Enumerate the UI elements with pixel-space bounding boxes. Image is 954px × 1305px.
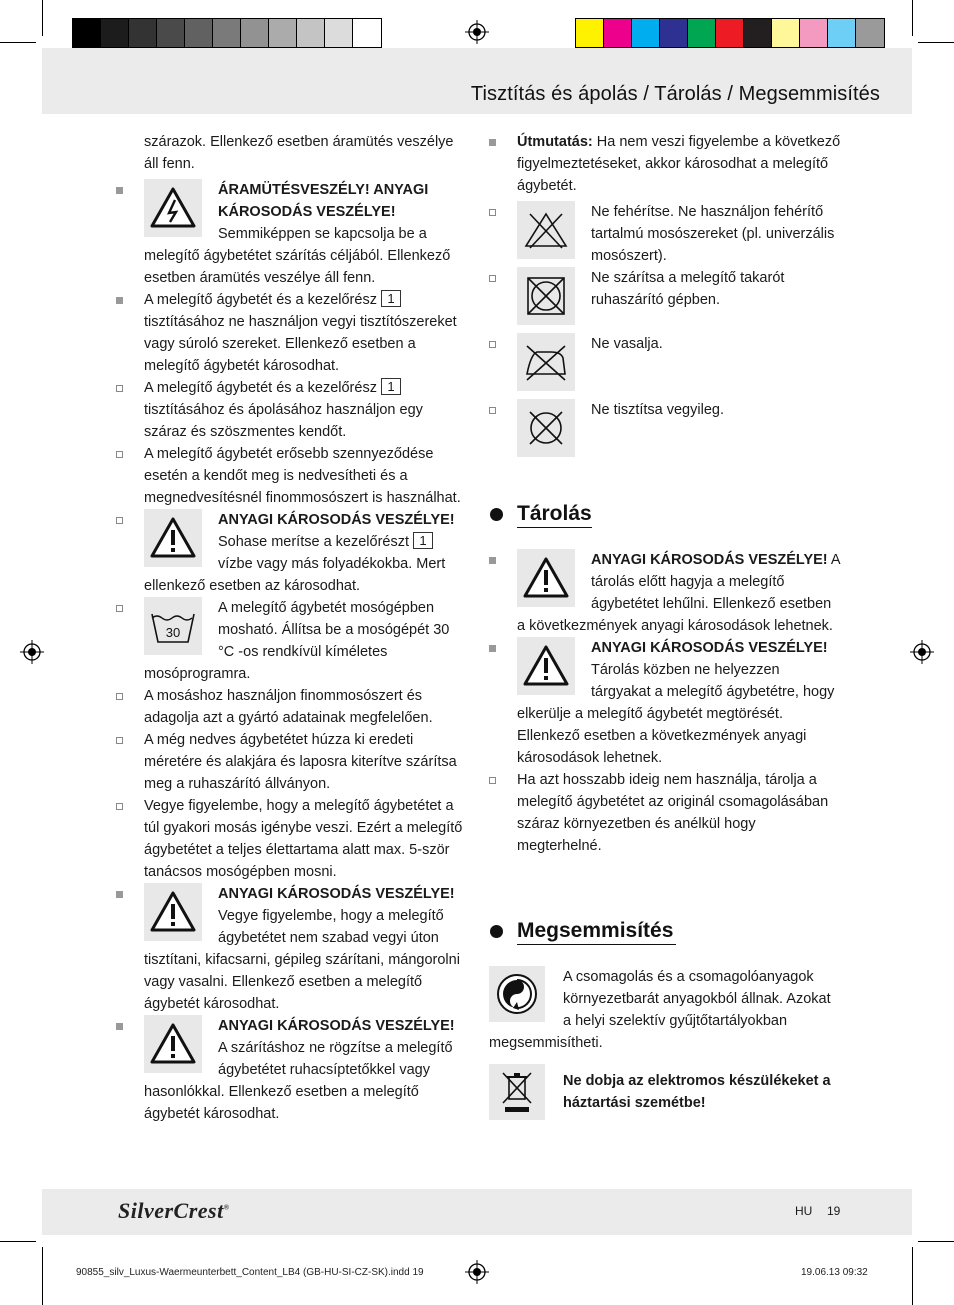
color-swatch bbox=[688, 19, 716, 47]
bullet-hollow bbox=[116, 803, 123, 810]
section-bullet bbox=[490, 925, 503, 938]
bullet-hollow bbox=[116, 737, 123, 744]
bullet-hollow bbox=[489, 341, 496, 348]
crop-mark bbox=[918, 42, 954, 43]
part-number-box: 1 bbox=[413, 532, 433, 549]
color-swatch bbox=[716, 19, 744, 47]
list-item: A melegítő ágybetét erősebb szennyeződése esetén a kendőt meg is nedvesítheti és a megnedvesítésnél finommosószert is használhat. bbox=[144, 443, 466, 509]
bullet-hollow bbox=[116, 451, 123, 458]
crop-mark bbox=[0, 1241, 36, 1242]
section-underline bbox=[517, 527, 592, 528]
color-swatch bbox=[185, 19, 213, 47]
bullet-hollow bbox=[489, 275, 496, 282]
list-item: 30 A melegítő ágybetét mosógépben mosható. Állítsa be a mosógépét 30 °C -os rendkívül kíméletes mosóprogramra. bbox=[144, 597, 466, 685]
no-tumble-dry-icon bbox=[517, 267, 575, 325]
care-item: Ne tisztítsa vegyileg. bbox=[517, 399, 841, 465]
registration-mark-icon bbox=[465, 20, 489, 44]
section-heading-storage: Tárolás bbox=[517, 502, 592, 525]
bullet-filled bbox=[116, 297, 123, 304]
list-item: A mosáshoz használjon finommosószert és adagolja azt a gyártó adatainak megfelelően. bbox=[144, 685, 466, 729]
warning-item: ÁRAMÜTÉSVESZÉLY! ANYAGI KÁROSODÁS VESZÉLYE! Semmiképpen se kapcsolja be a melegítő ágybetétet szárítás céljából. Ellenkező esetben áramütés veszélye áll fenn. bbox=[144, 179, 466, 289]
wash-30-icon bbox=[144, 597, 202, 655]
care-item: Ne fehérítse. Ne használjon fehérítő tartalmú mosószereket (pl. univerzális mosószert). bbox=[517, 201, 841, 267]
bullet-filled bbox=[489, 645, 496, 652]
warning-item: ANYAGI KÁROSODÁS VESZÉLYE! Tárolás közben ne helyezzen tárgyakat a melegítő ágybetétre, hogy elkerülje a melegítő ágybetét megtörését. Ellenkező esetben a következmények anyagi károsodások lehetnek. bbox=[517, 637, 841, 769]
disposal-item: A csomagolás és a csomagolóanyagok környezetbarát anyagokból állnak. Azokat a helyi szelektív gyűjtőtartályokban megsemmisítheti. bbox=[489, 966, 841, 1064]
bullet-filled bbox=[116, 187, 123, 194]
imprint-date: 19.06.13 09:32 bbox=[801, 1267, 868, 1278]
disposal-item: Ne dobja az elektromos készülékeket a háztartási szemétbe! bbox=[489, 1064, 841, 1126]
color-swatch bbox=[353, 19, 381, 47]
color-swatch bbox=[828, 19, 856, 47]
page-title: Tisztítás és ápolás / Tárolás / Megsemmisítés bbox=[470, 83, 880, 105]
color-swatch bbox=[157, 19, 185, 47]
section-heading-disposal: Megsemmisítés bbox=[517, 919, 674, 942]
right-column bbox=[517, 131, 841, 465]
color-swatch bbox=[604, 19, 632, 47]
list-item: A még nedves ágybetétet húzza ki eredeti méretére és alakjára és laposra kiterítve szárítsa meg a ruhaszárító állványon. bbox=[144, 729, 466, 795]
color-swatch bbox=[325, 19, 353, 47]
crop-mark bbox=[912, 1247, 913, 1305]
process-color-bar bbox=[575, 18, 885, 48]
part-number-box: 1 bbox=[381, 378, 401, 395]
color-swatch bbox=[213, 19, 241, 47]
warning-item: ANYAGI KÁROSODÁS VESZÉLYE! A tárolás előtt hagyja a melegítő ágybetétet lehűlni. Ellenkező esetben a következmények anyagi károsodások lehetnek. bbox=[517, 549, 841, 637]
weee-crossed-bin-icon bbox=[489, 1064, 545, 1120]
bullet-filled bbox=[116, 891, 123, 898]
language-code: HU bbox=[795, 1204, 813, 1218]
bullet-hollow bbox=[489, 407, 496, 414]
warning-icon bbox=[517, 637, 575, 695]
no-iron-icon bbox=[517, 333, 575, 391]
bullet-hollow bbox=[116, 385, 123, 392]
color-swatch bbox=[632, 19, 660, 47]
bullet-hollow bbox=[116, 693, 123, 700]
color-swatch bbox=[297, 19, 325, 47]
disposal-section bbox=[489, 966, 841, 1126]
bullet-hollow bbox=[489, 209, 496, 216]
care-item: Ne vasalja. bbox=[517, 333, 841, 399]
wash-temperature: 30 bbox=[165, 625, 181, 640]
registration-mark-icon bbox=[20, 640, 44, 664]
section-underline bbox=[517, 944, 676, 945]
list-item: A melegítő ágybetét és a kezelőrész 1 tisztításához ne használjon vegyi tisztítószereket vagy súroló szereket. Ellenkező esetben a melegítő ágybetét károsodhat. bbox=[144, 289, 466, 377]
color-swatch bbox=[800, 19, 828, 47]
paragraph: szárazok. Ellenkező esetben áramütés veszélye áll fenn. bbox=[144, 134, 454, 172]
left-column bbox=[144, 131, 466, 1125]
warning-item: ANYAGI KÁROSODÁS VESZÉLYE! Sohase merítse a kezelőrészt 1 vízbe vagy más folyadékokba. Mert ellenkező esetben az károsodhat. bbox=[144, 509, 466, 597]
bullet-filled bbox=[489, 139, 496, 146]
gray-color-bar bbox=[72, 18, 382, 48]
color-swatch bbox=[772, 19, 800, 47]
list-item: A melegítő ágybetét és a kezelőrész 1 tisztításához és ápolásához használjon egy száraz és szöszmentes kendőt. bbox=[144, 377, 466, 443]
color-swatch bbox=[856, 19, 884, 47]
bullet-hollow bbox=[116, 517, 123, 524]
color-swatch bbox=[744, 19, 772, 47]
file-imprint: 90855_silv_Luxus-Waermeunterbett_Content_LB4 (GB-HU-SI-CZ-SK).indd 19 bbox=[76, 1267, 424, 1278]
list-item: Ha azt hosszabb ideig nem használja, tárolja a melegítő ágybetétet az originál csomagolásában száraz környezetben és anélkül hogy megterhelné. bbox=[517, 769, 841, 857]
color-swatch bbox=[129, 19, 157, 47]
note-item: Útmutatás: Ha nem veszi figyelembe a következő figyelmeztetéseket, akkor károsodhat a melegítő ágybetét. bbox=[517, 131, 841, 197]
bullet-hollow bbox=[116, 605, 123, 612]
warning-icon bbox=[517, 549, 575, 607]
color-swatch bbox=[73, 19, 101, 47]
recycling-green-dot-icon bbox=[489, 966, 545, 1022]
warning-icon bbox=[144, 1015, 202, 1073]
color-swatch bbox=[101, 19, 129, 47]
bullet-filled bbox=[489, 557, 496, 564]
care-item: Ne szárítsa a melegítő takarót ruhaszárító gépben. bbox=[517, 267, 841, 333]
crop-mark bbox=[0, 42, 36, 43]
storage-section bbox=[517, 549, 841, 857]
color-swatch bbox=[576, 19, 604, 47]
bullet-filled bbox=[116, 1023, 123, 1030]
warning-icon bbox=[144, 883, 202, 941]
no-dry-clean-icon bbox=[517, 399, 575, 457]
color-swatch bbox=[241, 19, 269, 47]
part-number-box: 1 bbox=[381, 290, 401, 307]
crop-mark bbox=[912, 0, 913, 36]
color-swatch bbox=[660, 19, 688, 47]
warning-item: ANYAGI KÁROSODÁS VESZÉLYE! A szárításhoz ne rögzítse a melegítő ágybetétet ruhacsíptetőkkel vagy hasonlókkal. Ellenkező esetben a melegítő ágybetét károsodhat. bbox=[144, 1015, 466, 1125]
registration-mark-icon bbox=[910, 640, 934, 664]
brand-logo: SilverCrest® bbox=[118, 1198, 230, 1223]
section-bullet bbox=[490, 508, 503, 521]
list-item: Vegye figyelembe, hogy a melegítő ágybetétet a túl gyakori mosás igénybe veszi. Ezért a melegítő ágybetétet a teljes élettartama alatt max. 5-ször tanácsos mosógépben mosni. bbox=[144, 795, 466, 883]
warning-icon bbox=[144, 509, 202, 567]
page-number: 19 bbox=[827, 1204, 841, 1218]
crop-mark bbox=[42, 1247, 43, 1305]
crop-mark bbox=[42, 0, 43, 36]
bullet-hollow bbox=[489, 777, 496, 784]
color-swatch bbox=[269, 19, 297, 47]
warning-item: ANYAGI KÁROSODÁS VESZÉLYE! Vegye figyelembe, hogy a melegítő ágybetétet nem szabad vegyi úton tisztítani, kifacsarni, gépileg szárítani, mángorolni vagy vasalni. Ellenkező esetben a melegítő ágybetét károsodhat. bbox=[144, 883, 466, 1015]
electric-warning-icon bbox=[144, 179, 202, 237]
registration-mark-icon bbox=[465, 1260, 489, 1284]
no-bleach-icon bbox=[517, 201, 575, 259]
crop-mark bbox=[918, 1241, 954, 1242]
